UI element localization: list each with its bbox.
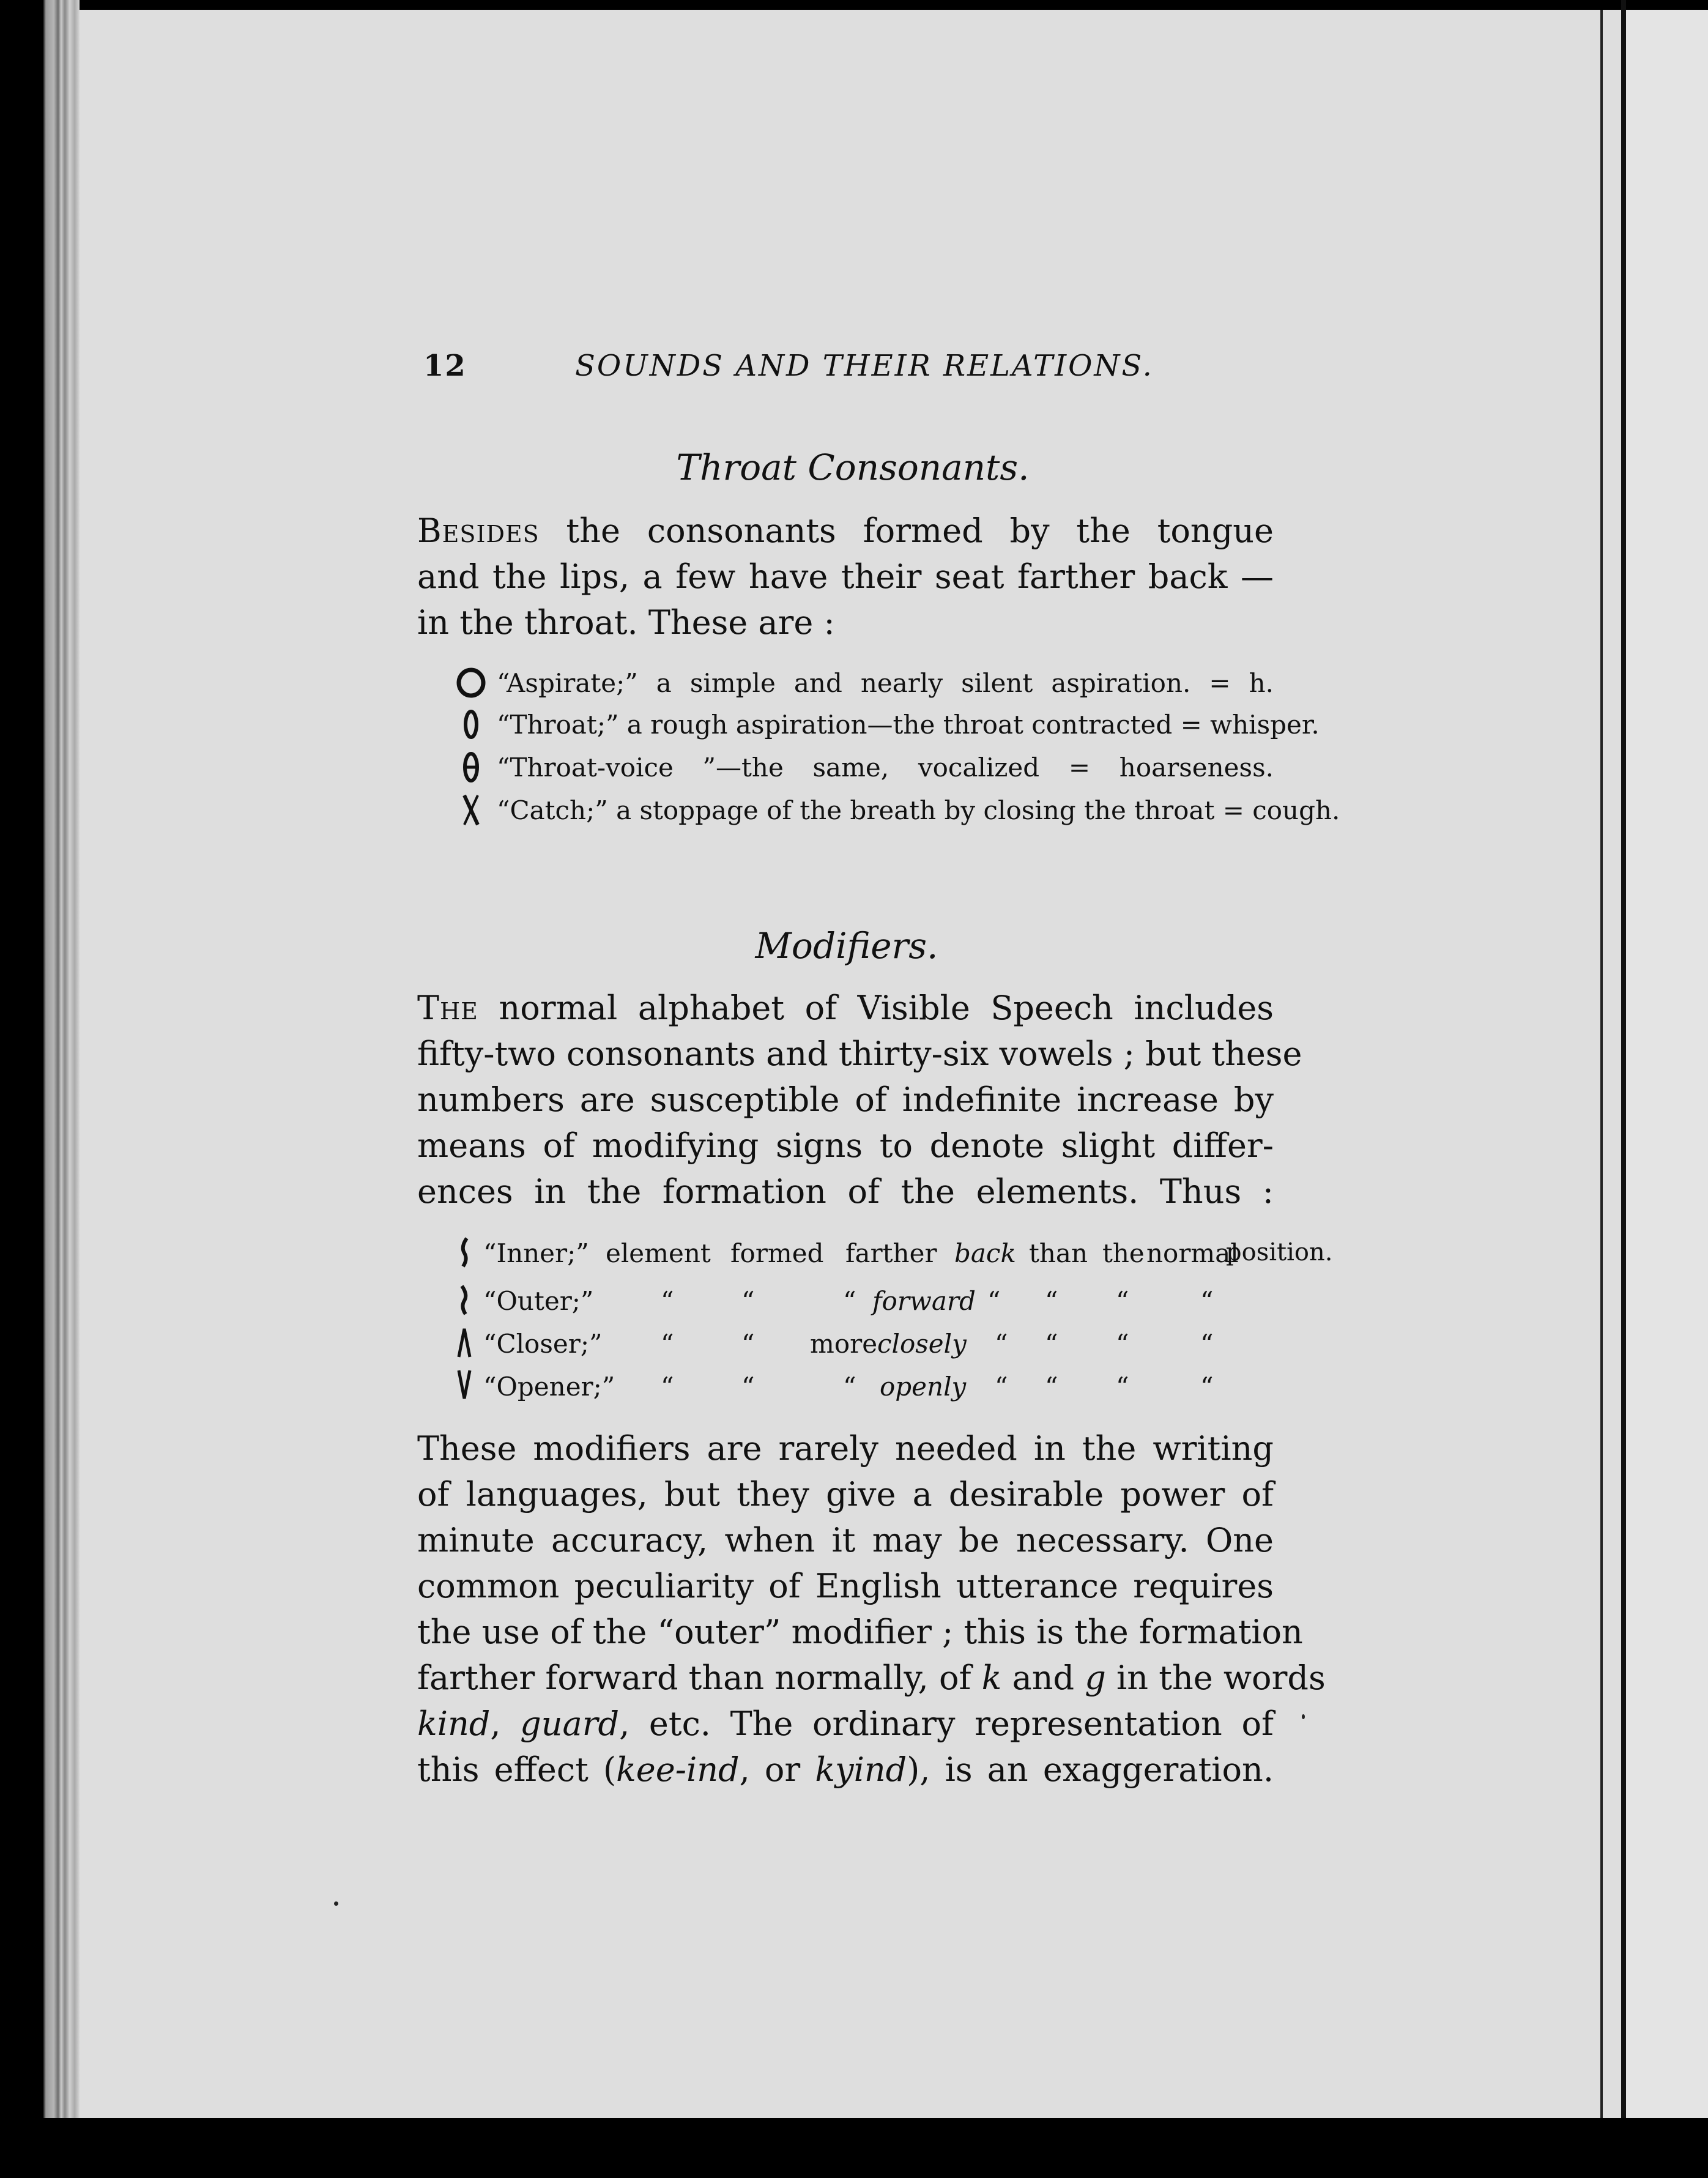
ditto-mark: “ [1045,1329,1058,1359]
sign-description: “Throat;” a rough aspiration—the throat contracted = whisper. [497,709,1320,740]
line-text: ), is an exaggeration. [907,1750,1274,1789]
table-cell: position. [1226,1238,1333,1266]
table-cell: normal [1146,1238,1239,1268]
modifiers-closing-paragraph [417,1425,1326,1793]
paragraph-line [417,1747,1274,1793]
sign-description: “Catch;” a stoppage of the breath by closing the throat = cough. [497,795,1340,825]
paragraph-line: numbers are susceptible of indefinite increase by [417,1080,1274,1119]
table-cell-emphasis: openly [880,1372,967,1402]
inner-modifier-icon [454,1231,475,1273]
line-text: and [1001,1659,1085,1697]
lead-word: The [417,989,478,1027]
sign-description: “Throat-voice ”—the same, vocalized = hoarseness. [497,752,1274,782]
sign-description: “Aspirate;” a simple and nearly silent aspiration. = h. [497,667,1274,698]
line-text: in the words [1105,1659,1326,1697]
modifier-row-outer [454,1279,1274,1320]
modifier-name: “Opener;” [483,1372,615,1402]
ditto-mark: “ [843,1372,856,1402]
modifier-name: “Outer;” [483,1286,594,1316]
section-title-throat-consonants: Throat Consonants. [676,447,1030,488]
paragraph-line: minute accuracy, when it may be necessary. One [417,1521,1274,1559]
page-number: 12 [423,349,467,383]
ditto-mark: “ [987,1286,1001,1316]
book-page-edges [0,0,80,2118]
paragraph-line: ences in the formation of the elements. Thus : [417,1172,1274,1211]
ditto-mark: “ [1045,1286,1058,1316]
table-cell: than [1029,1238,1088,1268]
modifiers-intro-paragraph [417,985,1302,1214]
word-example: kyind [815,1750,907,1789]
paragraph-line: of languages, but they give a desirable power of [417,1475,1274,1514]
line-text: , [490,1704,521,1743]
modifier-row-opener [454,1364,1274,1406]
scan-border-bottom [0,2118,1708,2178]
aspirate-sign-icon [454,667,488,699]
scan-speck [334,1901,338,1906]
modifier-name: “Closer;” [483,1329,603,1359]
catch-sign-icon [454,793,488,827]
table-cell-emphasis: back [954,1238,1016,1268]
opener-modifier-icon [454,1364,475,1406]
ditto-mark: “ [1200,1372,1214,1402]
ditto-mark: “ [1116,1329,1129,1359]
ditto-mark: “ [995,1372,1008,1402]
ditto-mark: “ [1200,1286,1214,1316]
paragraph-line [417,1701,1274,1747]
throat-intro-paragraph [417,508,1274,645]
ditto-mark: “ [661,1372,674,1402]
scan-speck [1302,1714,1305,1719]
ditto-mark: “ [741,1329,755,1359]
paragraph-line: These modifiers are rarely needed in the writing [417,1429,1274,1468]
facing-page [1626,10,1708,2118]
paragraph-line [417,508,1274,554]
table-cell: element [606,1238,711,1268]
sign-row-aspirate [454,662,1274,704]
table-cell-emphasis: closely [877,1329,967,1359]
paragraph-line: common peculiarity of English utterance requires [417,1567,1274,1605]
word-example: guard [520,1704,620,1743]
scan-border-top [0,0,1708,10]
modifier-row-closer [454,1321,1274,1363]
ditto-mark: “ [661,1329,674,1359]
ditto-mark: “ [741,1372,755,1402]
table-cell: formed [730,1238,824,1268]
ditto-mark: “ [1116,1286,1129,1316]
modifier-name: “Inner;” [483,1238,589,1268]
ditto-mark: “ [661,1286,674,1316]
paragraph-line: and the lips, a few have their seat farther back — [417,557,1274,596]
letter-example: g [1085,1659,1106,1697]
table-cell: farther [845,1238,937,1268]
line-text: normal alphabet of Visible Speech includes [478,989,1274,1027]
table-cell: more [810,1329,878,1359]
paragraph-line [417,985,1274,1031]
paragraph-line: in the throat. These are : [417,603,835,642]
paragraph-line: the use of the “outer” modifier ; this is the formation [417,1613,1303,1651]
ditto-mark: “ [843,1286,856,1316]
sign-row-throat-voice [454,746,1274,788]
ditto-mark: “ [1200,1329,1214,1359]
word-example: kee-ind [616,1750,740,1789]
line-text: farther forward than normally, of [417,1659,982,1697]
throat-sign-icon [454,708,488,740]
sign-row-catch [454,789,1340,831]
ditto-mark: “ [1116,1372,1129,1402]
paragraph-line: means of modifying signs to denote slight differ- [417,1126,1274,1165]
table-cell: the [1102,1238,1145,1268]
paragraph-line [417,1655,1326,1701]
outer-modifier-icon [454,1279,475,1320]
throat-voice-sign-icon [454,751,488,784]
ditto-mark: “ [995,1329,1008,1359]
paragraph-line: fifty-two consonants and thirty-six vowels ; but these [417,1035,1302,1073]
line-text: this effect ( [417,1750,617,1789]
line-text: the consonants formed by the tongue [539,511,1274,550]
facing-page-gutter [1621,0,1626,2118]
ditto-mark: “ [741,1286,755,1316]
table-cell-emphasis: forward [872,1286,976,1316]
letter-example: k [981,1659,1002,1697]
line-text: , etc. The ordinary representation of [619,1704,1274,1743]
modifier-row-inner [454,1231,1333,1273]
word-example: kind [417,1704,491,1743]
running-title: SOUNDS AND THEIR RELATIONS. [575,349,1154,383]
sign-row-throat [454,704,1320,745]
lead-word: Besides [417,511,540,550]
ditto-mark: “ [1045,1372,1058,1402]
right-page-edge-line [1600,10,1603,2118]
line-text: , or [739,1750,815,1789]
section-title-modifiers: Modifiers. [755,925,938,967]
closer-modifier-icon [454,1321,475,1363]
